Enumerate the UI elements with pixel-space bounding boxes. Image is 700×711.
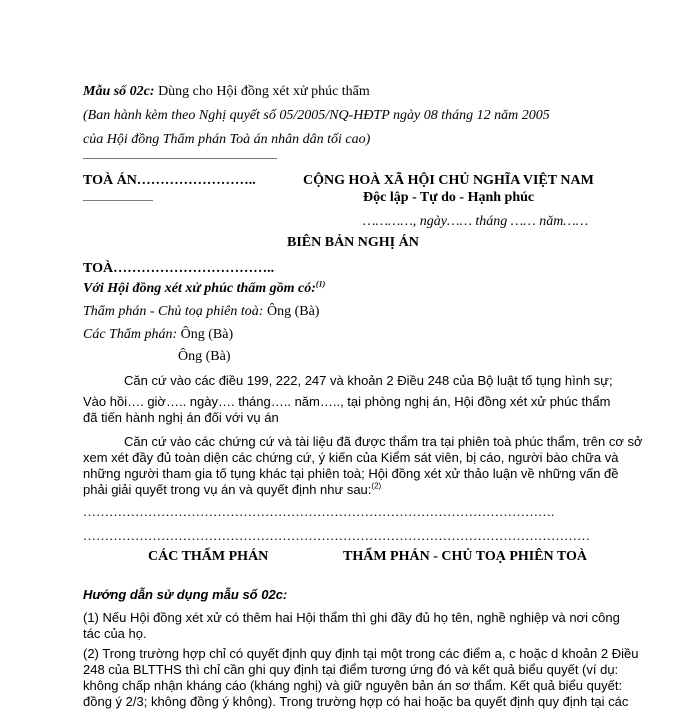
form-title — [83, 83, 370, 101]
country-name: CỘNG HOÀ XÃ HỘI CHỦ NGHĨA VIỆT NAM — [303, 173, 594, 188]
panel-heading — [83, 280, 325, 298]
presiding-judge-label: Thẩm phán - Chủ toạ phiên toà: — [83, 304, 264, 319]
header-separator: ___________________________________________ — [83, 149, 277, 160]
second-judge-value: Ông (Bà) — [178, 349, 231, 364]
judges-row — [83, 326, 233, 344]
judges-signature-label: CÁC THẨM PHÁN — [148, 549, 269, 564]
guide-note2-line1: (2) Trong trường hợp chỉ có quyết định quy định tại một trong các điểm a, c hoặc d khoản 2 Điều — [83, 646, 639, 661]
evidence-footnote: (2) — [371, 481, 382, 491]
issuance-note-line2: của Hội đồng Thẩm phán Toà án nhân dân tối cao) — [83, 132, 371, 147]
time-place-line1: Vào hồi…. giờ….. ngày…. tháng….. năm….., tại phòng nghị án, Hội đồng xét xử phúc thẩm — [83, 394, 611, 409]
time-place-line2: đã tiến hành nghị án đối với vụ án — [83, 410, 279, 425]
guide-note2-line4: đồng ý 2/3; không đồng ý không). Trong trường hợp có hai hoặc ba quyết định quy định tại các — [83, 694, 629, 709]
guide-note1-line1: (1) Nếu Hội đồng xét xử có thêm hai Hội thẩm thì ghi đầy đủ họ tên, nghề nghiệp và nơi công — [83, 610, 620, 625]
legal-basis: Căn cứ vào các điều 199, 222, 247 và khoản 2 Điều 248 của Bộ luật tố tụng hình sự; — [124, 373, 613, 388]
date-line: …………, ngày…… tháng …… năm…… — [363, 214, 589, 229]
form-purpose: Dùng cho Hội đồng xét xử phúc thẩm — [154, 84, 370, 99]
document-title: BIÊN BẢN NGHỊ ÁN — [287, 235, 419, 250]
presiding-judge-value: Ông (Bà) — [263, 304, 320, 319]
evidence-line4-text: phải giải quyết trong vụ án và quyết định như sau: — [83, 482, 372, 497]
evidence-line3: những người tham gia tố tụng khác tại phiên toà; Hội đồng xét xử thảo luận về những vấn đề — [83, 466, 619, 481]
issuance-note-line1: (Ban hành kèm theo Nghị quyết số 05/2005/NQ-HĐTP ngày 08 tháng 12 năm 2005 — [83, 108, 550, 123]
fill-dots-line2: ……………………………………………………………………………………………………… — [83, 528, 590, 543]
panel-heading-text: Với Hội đồng xét xử phúc thẩm gồm có: — [83, 281, 316, 296]
judges-value: Ông (Bà) — [177, 327, 234, 342]
guide-note1-line2: tác của họ. — [83, 626, 147, 641]
evidence-line2: xem xét đầy đủ toàn diện các chứng cứ, ý kiến của Kiểm sát viên, bị cáo, người bào chữa và — [83, 450, 619, 465]
court-underline: ______________ — [83, 191, 153, 202]
motto-slogan: Độc lập - Tự do - Hạnh phúc — [363, 190, 535, 205]
fill-dots-line1: ………………………………………………………………………………………………. — [83, 504, 555, 519]
presiding-signature-label: THẨM PHÁN - CHỦ TOẠ PHIÊN TOÀ — [343, 549, 587, 564]
court-line: TOÀ…………………………….. — [83, 261, 275, 276]
form-label: Mẫu số 02c: — [83, 84, 155, 99]
presiding-judge-row — [83, 303, 319, 321]
evidence-line4 — [83, 481, 381, 499]
guide-note2-line3: không chấp nhận kháng cáo (kháng nghị) và giữ nguyên bản án sơ thẩm. Kết quả biểu quyết: — [83, 678, 623, 693]
guide-heading: Hướng dẫn sử dụng mẫu số 02c: — [83, 587, 288, 602]
panel-heading-footnote: (1) — [315, 279, 326, 289]
judges-label: Các Thẩm phán: — [83, 327, 178, 342]
guide-note2-line2: 248 của BLTTHS thì chỉ cần ghi quy định tại điểm tương ứng đó và kết quả biểu quyết (ví dụ: — [83, 662, 619, 677]
court-name: TOÀ ÁN…………………….. — [83, 173, 256, 188]
evidence-line1: Căn cứ vào các chứng cứ và tài liệu đã được thẩm tra tại phiên toà phúc thẩm, trên cơ sở — [124, 434, 643, 449]
